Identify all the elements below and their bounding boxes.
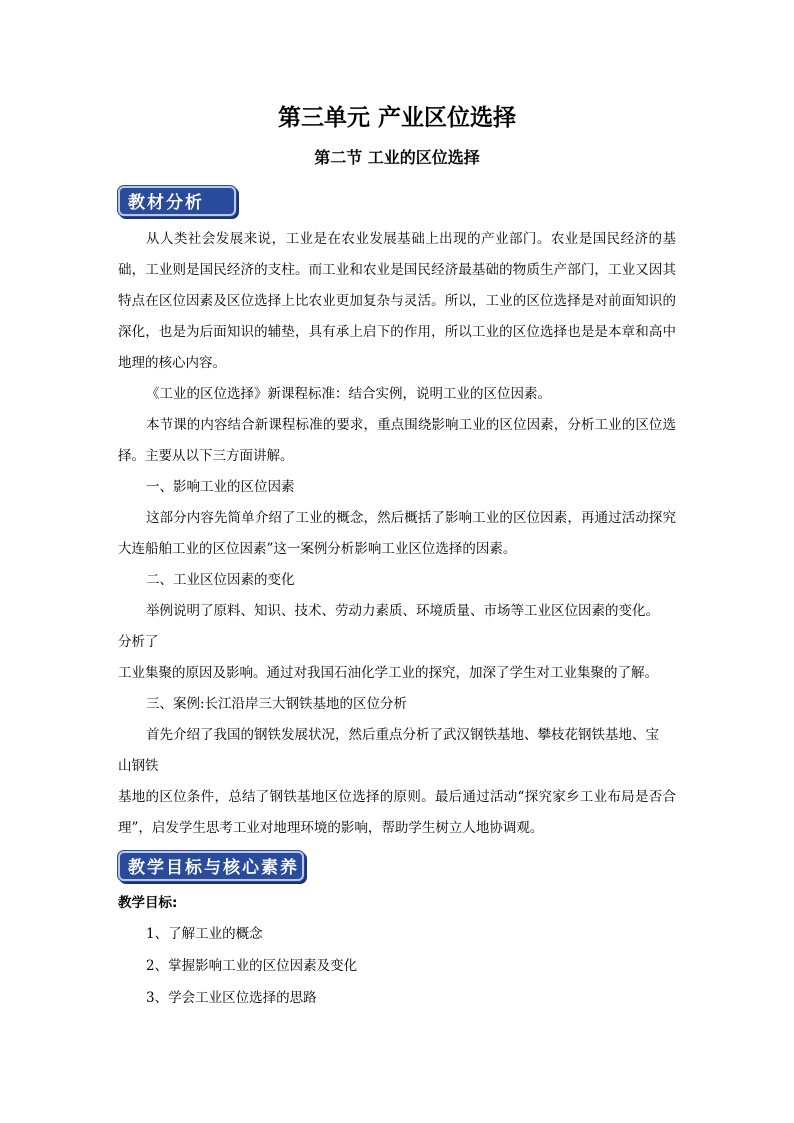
section-title: 第二节 工业的区位选择 <box>314 148 480 167</box>
paragraph-changes-line1: 举例说明了原料、知识、技术、劳动力素质、环境质量、市场等工业区位因素的变化。 <box>146 603 659 619</box>
unit-title: 第三单元 产业区位选择 <box>277 105 516 131</box>
paragraph-changes-line3: 工业集聚的原因及影响。通过对我国石油化学工业的探究，加深了学生对工业集聚的了解。 <box>118 665 658 681</box>
objective-item: 2、掌握影响工业的区位因素及变化 <box>146 958 358 974</box>
objective-item: 3、学会工业区位选择的思路 <box>146 990 317 1006</box>
paragraph-case-line3: 基地的区位条件，总结了钢铁基地区位选择的原则。最后通过活动“探究家乡工业布局是否合理”，启发学生思考工业对地理环境的影响，帮助学生树立人地协调观。 <box>118 789 676 836</box>
heading-changes: 二、工业区位因素的变化 <box>146 572 295 588</box>
paragraph-case-line2: 山钢铁 <box>118 758 159 774</box>
paragraph-case-line1: 首先介绍了我国的钢铁发展状况，然后重点分析了武汉钢铁基地、攀枝花钢铁基地、宝 <box>146 727 659 743</box>
paragraph-intro: 从人类社会发展来说，工业是在农业发展基础上出现的产业部门。农业是国民经济的基础，工业则是国民经济的支柱。而工业和农业是国民经济最基础的物质生产部门，工业又因其特点在区位因素及区位选择上比农业更加复杂与灵活。所以，工业的区位选择是对前面知识的深化，也是为后面知识的辅垫，具有承上启下的作用，所以工业的区位选择也是是本章和高中地理的核心内容。 <box>118 231 676 371</box>
objectives-label: 教学目标: <box>118 895 178 911</box>
paragraph-standard: 《工业的区位选择》新课程标准：结合实例，说明工业的区位因素。 <box>146 386 551 402</box>
objective-item: 1、了解工业的概念 <box>146 926 263 942</box>
heading-factors: 一、影响工业的区位因素 <box>146 479 295 495</box>
paragraph-focus: 本节课的内容结合新课程标准的要求，重点围绕影响工业的区位因素，分析工业的区位选择。主要从以下三方面讲解。 <box>118 417 676 464</box>
paragraph-changes-line2: 分析了 <box>118 634 159 650</box>
heading-case: 三、案例:长江沿岸三大钢铁基地的区位分析 <box>146 696 408 712</box>
textbook-analysis-badge: 教材分析 <box>118 186 236 216</box>
objectives-badge: 教学目标与核心素养 <box>118 851 304 881</box>
paragraph-factors: 这部分内容先简单介绍了工业的概念，然后概括了影响工业的区位因素，再通过活动探究大连船舶工业的区位因素”这一案例分析影响工业区位选择的因素。 <box>118 510 676 557</box>
